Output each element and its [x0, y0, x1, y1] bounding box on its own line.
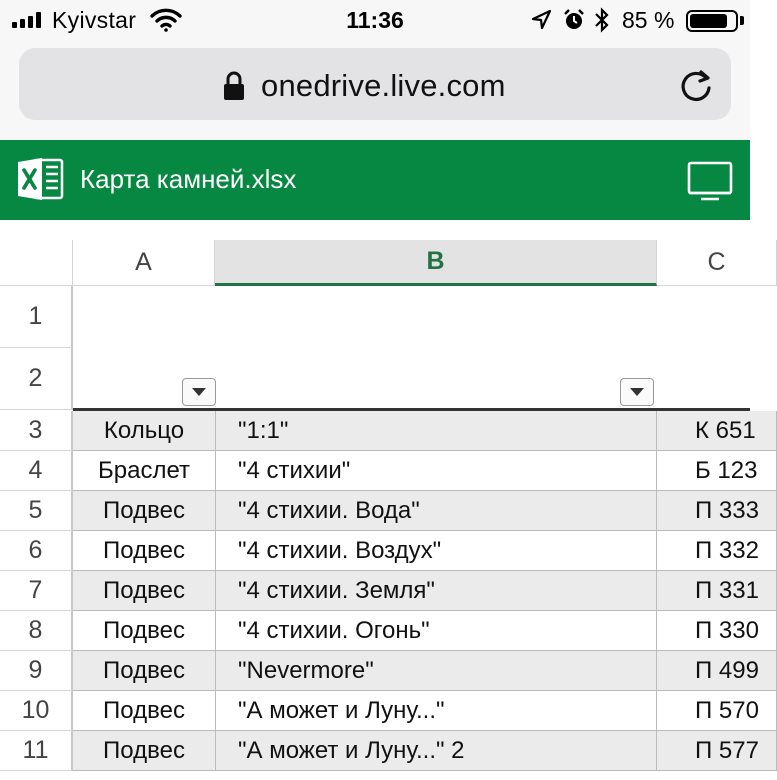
carrier-name: Kyivstar [52, 7, 137, 33]
cell-a[interactable]: Подвес [73, 651, 216, 691]
excel-logo-icon [16, 156, 64, 207]
cell-a[interactable]: Подвес [73, 611, 216, 651]
cell-c[interactable]: П 330 [657, 611, 777, 651]
row-header[interactable]: 7 [0, 571, 73, 611]
cell-c[interactable]: П 577 [657, 731, 777, 771]
address-bar[interactable] [19, 48, 731, 120]
cell-c[interactable]: П 499 [657, 651, 777, 691]
cell-a[interactable]: Подвес [73, 691, 216, 731]
cell-c[interactable]: К 651 [657, 411, 777, 451]
clock: 11:36 [346, 7, 404, 33]
cell-c[interactable]: П 333 [657, 491, 777, 531]
url-text[interactable]: onedrive.live.com [261, 68, 506, 103]
file-name: Карта камней.xlsx [80, 164, 297, 194]
row-header-1[interactable]: 1 [0, 286, 73, 348]
row-header[interactable]: 9 [0, 651, 73, 691]
chevron-down-icon [191, 387, 207, 397]
present-screen-icon[interactable] [686, 159, 734, 208]
select-all-corner[interactable] [0, 240, 73, 286]
cell-c[interactable]: П 570 [657, 691, 777, 731]
reload-icon[interactable] [679, 68, 713, 109]
spreadsheet-grid[interactable] [0, 220, 759, 780]
cell-b[interactable]: "4 стихии. Воздух" [216, 531, 657, 571]
column-header-a[interactable]: A [73, 240, 215, 286]
row-header[interactable]: 8 [0, 611, 73, 651]
cell-b[interactable]: "4 стихии. Земля" [216, 571, 657, 611]
row-header[interactable]: 3 [0, 411, 73, 451]
cell-b[interactable]: "4 стихии. Огонь" [216, 611, 657, 651]
cell-a[interactable]: Подвес [73, 531, 216, 571]
excel-header [0, 140, 750, 220]
cell-a[interactable]: Кольцо [73, 411, 216, 451]
row-header[interactable]: 11 [0, 731, 73, 771]
cell-b[interactable]: "4 стихии" [216, 451, 657, 491]
cell-a[interactable]: Браслет [73, 451, 216, 491]
status-bar [0, 0, 750, 40]
column-header-b[interactable]: B [215, 240, 657, 286]
browser-toolbar [0, 40, 750, 140]
row-header[interactable]: 10 [0, 691, 73, 731]
chevron-down-icon [629, 387, 645, 397]
cell-b[interactable]: "4 стихии. Вода" [216, 491, 657, 531]
battery-icon [686, 10, 738, 32]
location-arrow-icon [530, 9, 552, 36]
cell-b[interactable]: "1:1" [216, 411, 657, 451]
cell-c[interactable]: П 332 [657, 531, 777, 571]
battery-percent: 85 % [622, 7, 675, 33]
filter-dropdown-b[interactable] [620, 378, 654, 406]
cell-a[interactable]: Подвес [73, 491, 216, 531]
row-header-2[interactable]: 2 [0, 348, 73, 410]
cell-b[interactable]: "А может и Луну..." 2 [216, 731, 657, 771]
cell-b[interactable]: "А может и Луну..." [216, 691, 657, 731]
filter-dropdown-a[interactable] [182, 378, 216, 406]
column-header-c[interactable]: C [657, 240, 777, 286]
row-header[interactable]: 4 [0, 451, 73, 491]
cell-a[interactable]: Подвес [73, 571, 216, 611]
bluetooth-icon [594, 7, 610, 38]
cell-c[interactable]: Б 123 [657, 451, 777, 491]
alarm-icon [562, 8, 586, 37]
row-header[interactable]: 5 [0, 491, 73, 531]
cell-c[interactable]: П 331 [657, 571, 777, 611]
cell-b[interactable]: "Nevermore" [216, 651, 657, 691]
battery-tip [740, 16, 744, 25]
lock-icon [222, 71, 246, 106]
row-header[interactable]: 6 [0, 531, 73, 571]
cell-a[interactable]: Подвес [73, 731, 216, 771]
